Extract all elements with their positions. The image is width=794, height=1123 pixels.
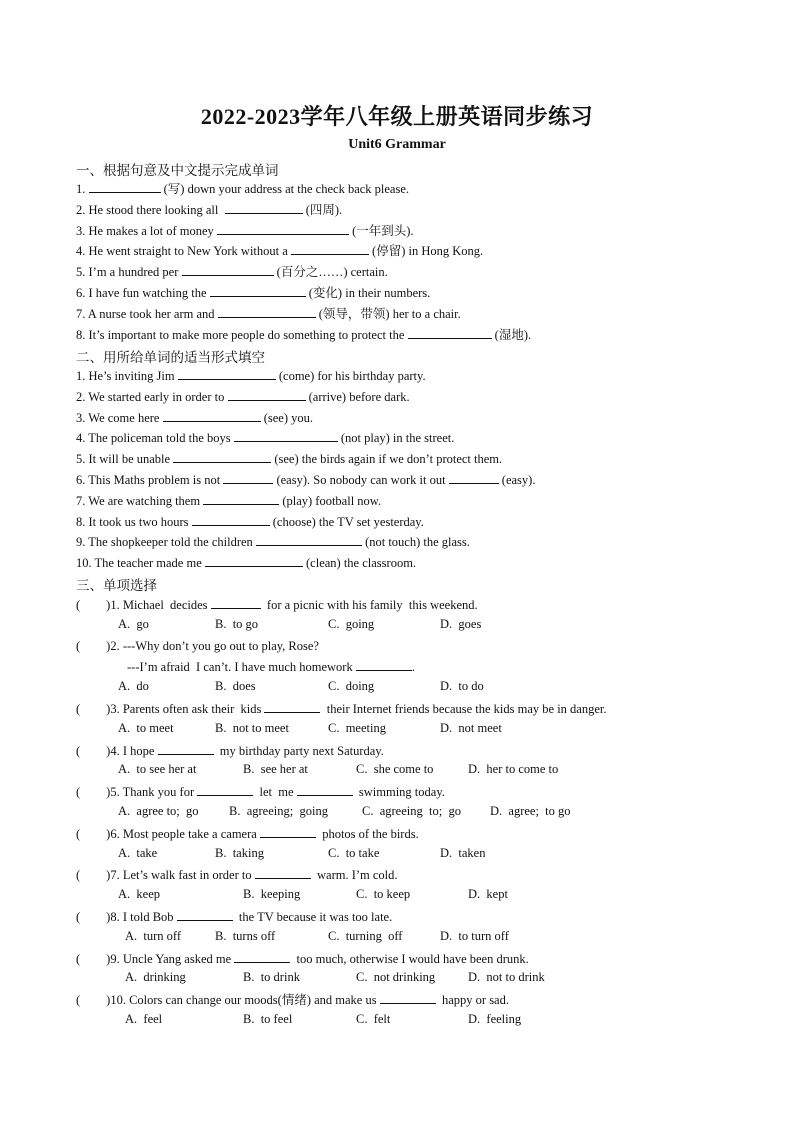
question-text: 1. He’s inviting Jim xyxy=(76,369,178,383)
answer-paren-open: ( xyxy=(76,785,81,800)
answer-blank[interactable] xyxy=(203,492,279,505)
option-c[interactable]: C. to keep xyxy=(356,887,411,902)
answer-paren-open: ( xyxy=(76,638,81,653)
fill-in-item xyxy=(76,284,430,301)
question-text: for a picnic with his family this weekend. xyxy=(260,598,478,612)
answer-blank[interactable] xyxy=(234,950,290,963)
fill-in-item xyxy=(76,263,388,280)
question-text: )1. Michael decides xyxy=(106,598,211,612)
question-text: (easy). xyxy=(498,473,536,487)
question-text: (四周). xyxy=(302,202,343,217)
option-c[interactable]: C. not drinking xyxy=(356,970,436,985)
answer-blank[interactable] xyxy=(163,409,261,422)
option-d[interactable]: D. to turn off xyxy=(440,928,509,943)
answer-blank[interactable] xyxy=(408,326,492,339)
option-c[interactable]: C. felt xyxy=(356,1012,391,1026)
mc-question xyxy=(76,783,445,800)
answer-paren-open: ( xyxy=(76,598,81,612)
word-form-item xyxy=(76,554,416,571)
option-b[interactable]: B. to drink xyxy=(243,970,300,985)
question-text: 7. We are watching them xyxy=(76,493,204,508)
question-text: 6. This Maths problem is not xyxy=(76,473,224,487)
mc-question xyxy=(76,742,384,759)
answer-blank[interactable] xyxy=(178,367,276,380)
dialogue-line xyxy=(127,658,415,675)
option-c[interactable]: C. going xyxy=(328,616,375,631)
question-text: (领导，带领) her to a chair. xyxy=(315,306,461,321)
question-text: (变化) in their numbers. xyxy=(305,286,431,300)
section-heading-2: 二、用所给单词的适当形式填空 xyxy=(76,350,265,365)
word-form-item xyxy=(76,533,470,550)
option-d[interactable]: D. agree; to go xyxy=(490,804,571,818)
fill-in-item xyxy=(76,222,414,239)
option-a[interactable]: A. do xyxy=(118,679,149,694)
answer-blank[interactable] xyxy=(205,554,303,567)
option-b[interactable]: B. turns off xyxy=(215,928,276,943)
fill-in-item xyxy=(76,242,483,259)
question-text: swimming today. xyxy=(352,785,445,800)
question-text: too much, otherwise I would have been drunk. xyxy=(290,951,529,966)
answer-blank[interactable] xyxy=(210,284,306,297)
answer-blank[interactable] xyxy=(260,825,316,838)
question-text: 8. It’s important to make more people do something to protect the xyxy=(76,327,408,342)
question-text: (not play) in the street. xyxy=(337,431,455,446)
question-text: (百分之……) certain. xyxy=(273,265,388,280)
question-text: 3. He makes a lot of money xyxy=(76,223,217,238)
option-b[interactable]: B. see her at xyxy=(243,762,308,777)
page-subtitle: Unit6 Grammar xyxy=(348,137,446,152)
option-c[interactable]: C. turning off xyxy=(328,928,403,943)
answer-blank[interactable] xyxy=(297,783,353,796)
option-b[interactable]: B. not to meet xyxy=(215,720,289,735)
answer-paren-open: ( xyxy=(76,910,81,924)
option-a[interactable]: A. feel xyxy=(125,1012,163,1026)
answer-blank[interactable] xyxy=(256,533,362,546)
answer-blank[interactable] xyxy=(449,471,499,484)
question-text: (not touch) the glass. xyxy=(361,535,470,550)
option-a[interactable]: A. drinking xyxy=(125,970,186,985)
question-text: (停留) in Hong Kong. xyxy=(368,244,484,259)
mc-question xyxy=(76,638,319,654)
answer-blank[interactable] xyxy=(218,305,316,318)
question-text: (湿地). xyxy=(491,327,532,342)
option-a[interactable]: A. turn off xyxy=(125,928,182,943)
question-text: . xyxy=(411,660,415,675)
answer-blank[interactable] xyxy=(255,866,311,879)
question-text: ---I’m afraid I can’t. I have much homework xyxy=(127,660,356,675)
mc-question xyxy=(76,866,398,883)
option-a[interactable]: A. keep xyxy=(118,887,160,902)
page-title: 2022-2023学年八年级上册英语同步练习 xyxy=(200,104,594,129)
question-text: (play) football now. xyxy=(279,493,382,508)
question-text: 1. xyxy=(76,182,89,196)
question-text: (一年到头). xyxy=(348,223,414,238)
word-form-item xyxy=(76,409,313,426)
answer-blank[interactable] xyxy=(234,429,338,442)
option-c[interactable]: C. meeting xyxy=(328,720,386,735)
word-form-item xyxy=(76,450,502,467)
question-text: (see) the birds again if we don’t protect them. xyxy=(271,452,503,467)
answer-blank[interactable] xyxy=(211,596,261,609)
question-text: (arrive) before dark. xyxy=(305,389,410,404)
answer-blank[interactable] xyxy=(197,783,253,796)
answer-paren-open: ( xyxy=(76,702,81,716)
question-text: photos of the birds. xyxy=(315,826,419,841)
answer-paren-open: ( xyxy=(76,868,81,883)
answer-paren-open: ( xyxy=(76,826,81,841)
question-text: 9. The shopkeeper told the children xyxy=(76,535,256,550)
option-a[interactable]: A. agree to; go xyxy=(118,804,199,818)
question-text: (see) you. xyxy=(260,410,313,425)
question-text: their Internet friends because the kids may be in danger. xyxy=(320,702,607,716)
question-text: )7. Let’s walk fast in order to xyxy=(106,868,255,883)
question-text: )10. Colors can change our moods(情绪) and make us xyxy=(106,993,380,1008)
option-d[interactable]: D. not meet xyxy=(440,720,502,735)
answer-blank[interactable] xyxy=(228,388,306,401)
mc-question xyxy=(76,950,529,967)
answer-blank[interactable] xyxy=(356,658,412,671)
answer-blank[interactable] xyxy=(173,450,271,463)
option-b[interactable]: B. taking xyxy=(215,845,264,860)
fill-in-item xyxy=(76,180,409,197)
option-a[interactable]: A. to meet xyxy=(118,720,174,735)
fill-in-item xyxy=(76,326,531,343)
question-text: )9. Uncle Yang asked me xyxy=(106,951,235,966)
question-text: )2. ---Why don’t you go out to play, Rose? xyxy=(106,638,319,653)
word-form-item xyxy=(76,513,424,530)
word-form-item xyxy=(76,367,426,384)
option-a[interactable]: A. go xyxy=(118,616,149,631)
word-form-item xyxy=(76,388,410,405)
question-text: 4. He went straight to New York without a xyxy=(76,244,291,259)
question-text: let me xyxy=(253,785,297,800)
answer-paren-open: ( xyxy=(76,743,81,758)
question-text: )8. I told Bob xyxy=(106,910,177,924)
option-d[interactable]: D. feeling xyxy=(468,1012,522,1026)
question-text: )5. Thank you for xyxy=(106,785,198,800)
question-text: 4. The policeman told the boys xyxy=(76,431,234,446)
mc-question xyxy=(76,825,419,842)
answer-blank[interactable] xyxy=(89,180,161,193)
fill-in-item xyxy=(76,201,342,218)
question-text: 8. It took us two hours xyxy=(76,514,192,529)
answer-blank[interactable] xyxy=(158,742,214,755)
option-b[interactable]: B. keeping xyxy=(243,887,301,902)
answer-paren-open: ( xyxy=(76,951,81,966)
answer-paren-open: ( xyxy=(76,993,81,1008)
option-b[interactable]: B. agreeing; going xyxy=(229,804,328,818)
option-c[interactable]: C. she come to xyxy=(356,762,434,777)
section-heading-1: 一、根据句意及中文提示完成单词 xyxy=(76,163,279,178)
question-text: warm. I’m cold. xyxy=(310,868,398,883)
mc-question xyxy=(76,908,392,925)
answer-blank[interactable] xyxy=(192,513,270,526)
question-text: (come) for his birthday party. xyxy=(275,369,426,383)
answer-blank[interactable] xyxy=(264,700,320,713)
mc-question xyxy=(76,596,478,613)
answer-blank[interactable] xyxy=(291,242,369,255)
question-text: the TV because it was too late. xyxy=(232,910,393,924)
question-text: 5. It will be unable xyxy=(76,452,174,467)
option-b[interactable]: B. does xyxy=(215,679,256,694)
mc-question xyxy=(76,991,509,1008)
question-text: 6. I have fun watching the xyxy=(76,286,210,300)
word-form-item xyxy=(76,429,454,446)
question-text: )3. Parents often ask their kids xyxy=(106,702,265,716)
question-text: (写) down your address at the check back please. xyxy=(160,182,410,196)
answer-blank[interactable] xyxy=(223,471,273,484)
answer-blank[interactable] xyxy=(225,201,303,214)
fill-in-item xyxy=(76,305,461,322)
section-heading-3: 三、单项选择 xyxy=(76,578,157,593)
answer-blank[interactable] xyxy=(380,991,436,1004)
option-d[interactable]: D. kept xyxy=(468,887,508,902)
question-text: 2. We started early in order to xyxy=(76,389,228,404)
question-text: )6. Most people take a camera xyxy=(106,826,260,841)
option-d[interactable]: D. not to drink xyxy=(468,970,545,985)
option-d[interactable]: D. taken xyxy=(440,845,486,860)
answer-blank[interactable] xyxy=(217,222,349,235)
question-text: 5. I’m a hundred per xyxy=(76,265,182,280)
question-text: 10. The teacher made me xyxy=(76,556,205,571)
question-text: (clean) the classroom. xyxy=(302,556,417,571)
option-d[interactable]: D. goes xyxy=(440,616,482,631)
question-text: my birthday party next Saturday. xyxy=(213,743,384,758)
option-d[interactable]: D. her to come to xyxy=(468,762,559,777)
question-text: (choose) the TV set yesterday. xyxy=(269,514,424,529)
question-text: happy or sad. xyxy=(435,993,509,1008)
question-text: (easy). So nobody can work it out xyxy=(273,473,449,487)
question-text: )4. I hope xyxy=(106,743,158,758)
option-a[interactable]: A. take xyxy=(118,845,158,860)
question-text: 2. He stood there looking all xyxy=(76,202,225,217)
option-c[interactable]: C. agreeing to; go xyxy=(362,804,461,818)
answer-blank[interactable] xyxy=(177,908,233,921)
mc-question xyxy=(76,700,607,717)
option-c[interactable]: C. doing xyxy=(328,679,375,694)
question-text: 3. We come here xyxy=(76,410,163,425)
option-a[interactable]: A. to see her at xyxy=(118,762,197,777)
answer-blank[interactable] xyxy=(182,263,274,276)
option-d[interactable]: D. to do xyxy=(440,679,484,694)
word-form-item xyxy=(76,471,535,488)
question-text: 7. A nurse took her arm and xyxy=(76,306,218,321)
option-b[interactable]: B. to feel xyxy=(243,1012,293,1026)
word-form-item xyxy=(76,492,381,509)
option-b[interactable]: B. to go xyxy=(215,616,259,631)
option-c[interactable]: C. to take xyxy=(328,845,380,860)
